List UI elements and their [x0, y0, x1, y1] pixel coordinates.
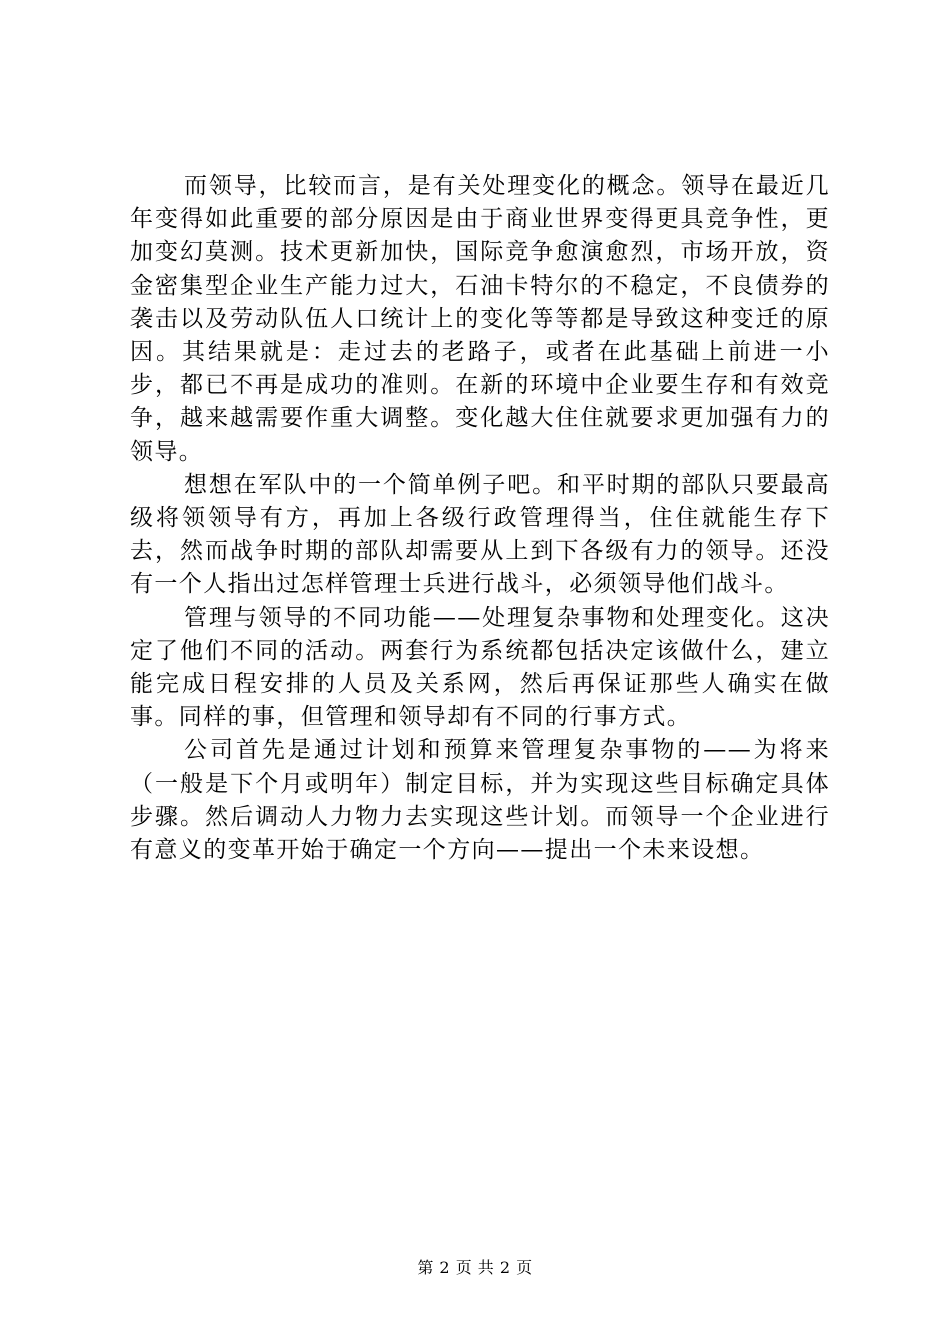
page-number: 第 2 页 共 2 页	[417, 1258, 533, 1277]
paragraph-1: 而领导，比较而言，是有关处理变化的概念。领导在最近几年变得如此重要的部分原因是由于商业世界变得更具竞争性，更加变幻莫测。技术更新加快，国际竞争愈演愈烈，市场开放，资金密集型企业生产能力过大，石油卡特尔的不稳定，不良债券的袭击以及劳动队伍人口统计上的变化等等都是导致这种变迁的原因。其结果就是：走过去的老路子，或者在此基础上前进一小步，都已不再是成功的准则。在新的环境中企业要生存和有效竞争，越来越需要作重大调整。变化越大住住就要求更加强有力的领导。	[130, 173, 830, 465]
page-footer	[0, 1258, 950, 1278]
document-body	[130, 170, 830, 867]
paragraph-3: 管理与领导的不同功能——处理复杂事物和处理变化。这决定了他们不同的活动。两套行为系统都包括决定该做什么，建立能完成日程安排的人员及关系网，然后再保证那些人确实在做事。同样的事，但管理和领导却有不同的行事方式。	[130, 604, 830, 731]
paragraph-4: 公司首先是通过计划和预算来管理复杂事物的——为将来（一般是下个月或明年）制定目标，并为实现这些目标确定具体步骤。然后调动人力物力去实现这些计划。而领导一个企业进行有意义的变革开始于确定一个方向——提出一个未来设想。	[130, 737, 830, 864]
paragraph-2: 想想在军队中的一个简单例子吧。和平时期的部队只要最高级将领领导有方，再加上各级行政管理得当，住住就能生存下去，然而战争时期的部队却需要从上到下各级有力的领导。还没有一个人指出过怎样管理士兵进行战斗，必须领导他们战斗。	[130, 471, 830, 598]
